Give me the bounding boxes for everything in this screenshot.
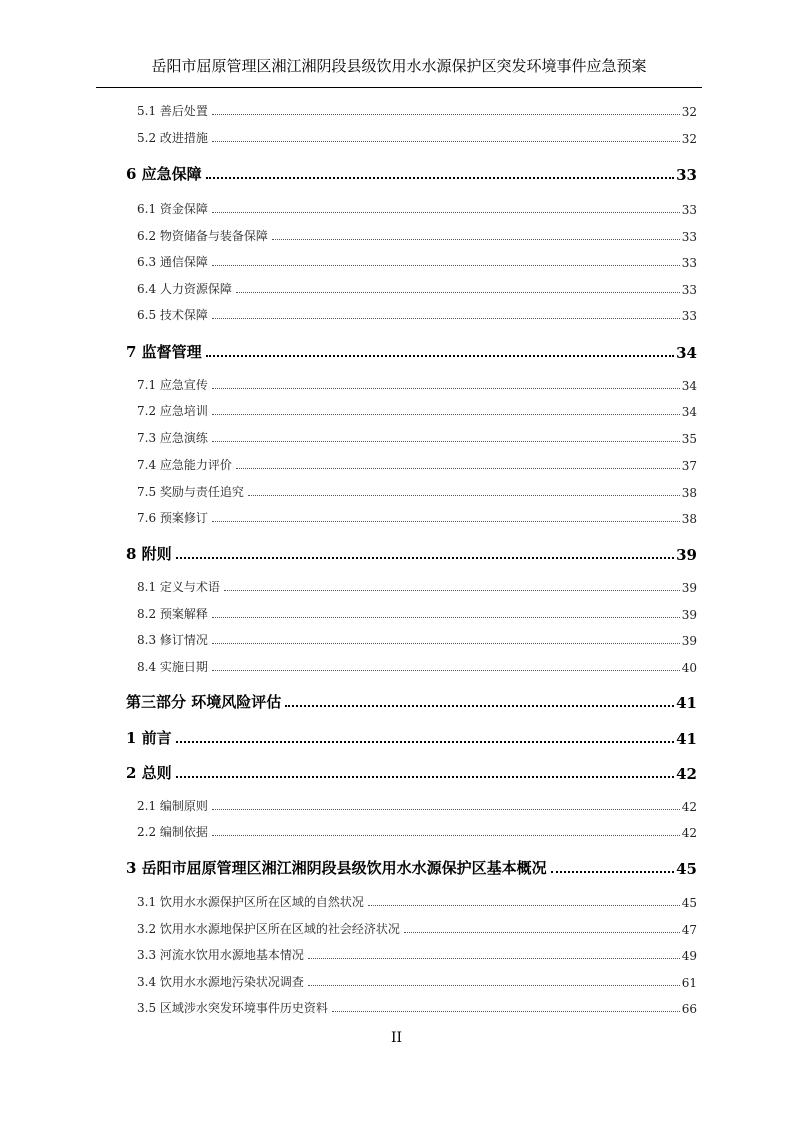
toc-entry-page: 34: [676, 344, 697, 362]
toc-entry-page: 32: [681, 132, 697, 146]
toc-entry-page: 39: [676, 546, 697, 564]
toc-dot-leader: [236, 288, 680, 293]
toc-chapter-entry[interactable]: [126, 726, 697, 748]
toc-entry-title: 2.1 编制原则: [137, 799, 208, 813]
toc-entry-title: 7 监督管理: [126, 343, 202, 361]
toc-dot-leader: [551, 867, 674, 873]
toc-entry-page: 32: [681, 105, 697, 119]
document-title: 岳阳市屈原管理区湘江湘阴段县级饮用水水源保护区突发环境事件应急预案: [151, 57, 647, 75]
toc-entry-title: 3.1 饮用水水源保护区所在区域的自然状况: [137, 895, 364, 909]
toc-dot-leader: [212, 831, 680, 836]
toc-entry-title: 7.1 应急宣传: [137, 378, 208, 392]
toc-chapter-entry[interactable]: [126, 542, 697, 564]
toc-chapter-entry[interactable]: [126, 690, 697, 712]
toc-entry-page: 37: [681, 459, 697, 473]
toc-entry-title: 8.4 实施日期: [137, 660, 208, 674]
toc-section-entry[interactable]: [137, 657, 697, 675]
toc-entry-title: 5.2 改进措施: [137, 131, 208, 145]
toc-section-entry[interactable]: [137, 972, 697, 990]
toc-section-entry[interactable]: [137, 428, 697, 446]
toc-entry-title: 8.2 预案解释: [137, 607, 208, 621]
toc-entry-title: 5.1 善后处置: [137, 104, 208, 118]
toc-entry-page: 34: [681, 379, 697, 393]
toc-section-entry[interactable]: [137, 998, 697, 1016]
toc-entry-page: 39: [681, 634, 697, 648]
toc-entry-page: 33: [681, 230, 697, 244]
toc-entry-page: 66: [681, 1002, 697, 1016]
toc-dot-leader: [206, 351, 674, 357]
toc-dot-leader: [176, 772, 674, 778]
toc-entry-title: 第三部分 环境风险评估: [126, 693, 282, 711]
toc-dot-leader: [212, 384, 680, 389]
toc-section-entry[interactable]: [137, 305, 697, 323]
toc-entry-title: 6.4 人力资源保障: [137, 282, 232, 296]
toc-entry-page: 42: [676, 765, 697, 783]
toc-section-entry[interactable]: [137, 199, 697, 217]
page-number: II: [390, 1030, 403, 1046]
toc-entry-page: 38: [681, 512, 697, 526]
toc-entry-page: 33: [681, 283, 697, 297]
toc-entry-page: 45: [676, 860, 697, 878]
toc-section-entry[interactable]: [137, 226, 697, 244]
toc-section-entry[interactable]: [137, 455, 697, 473]
toc-entry-page: 39: [681, 581, 697, 595]
toc-section-entry[interactable]: [137, 128, 697, 146]
toc-section-entry[interactable]: [137, 822, 697, 840]
toc-dot-leader: [212, 110, 680, 115]
toc-entry-page: 39: [681, 608, 697, 622]
toc-entry-title: 6.3 通信保障: [137, 255, 208, 269]
toc-entry-title: 8.1 定义与术语: [137, 580, 220, 594]
toc-dot-leader: [248, 491, 680, 496]
toc-dot-leader: [368, 901, 680, 906]
toc-dot-leader: [212, 639, 680, 644]
toc-dot-leader: [176, 553, 674, 559]
toc-dot-leader: [308, 981, 680, 986]
toc-entry-page: 33: [681, 203, 697, 217]
toc-entry-page: 38: [681, 486, 697, 500]
toc-dot-leader: [404, 928, 680, 933]
toc-entry-title: 8.3 修订情况: [137, 633, 208, 647]
toc-entry-page: 40: [681, 661, 697, 675]
toc-dot-leader: [212, 666, 680, 671]
toc-entry-page: 41: [676, 730, 697, 748]
toc-dot-leader: [212, 208, 680, 213]
toc-chapter-entry[interactable]: [126, 856, 697, 878]
toc-entry-page: 33: [681, 309, 697, 323]
toc-entry-title: 6.1 资金保障: [137, 202, 208, 216]
toc-dot-leader: [212, 437, 680, 442]
toc-dot-leader: [332, 1007, 680, 1012]
toc-dot-leader: [212, 314, 680, 319]
toc-section-entry[interactable]: [137, 252, 697, 270]
toc-dot-leader: [224, 586, 680, 591]
toc-entry-title: 2 总则: [126, 764, 172, 782]
toc-entry-page: 35: [681, 432, 697, 446]
toc-entry-title: 7.3 应急演练: [137, 431, 208, 445]
toc-chapter-entry[interactable]: [126, 761, 697, 783]
toc-entry-title: 6.2 物资储备与装备保障: [137, 229, 268, 243]
toc-entry-page: 45: [681, 896, 697, 910]
toc-entry-page: 33: [676, 166, 697, 184]
toc-dot-leader: [212, 410, 680, 415]
toc-section-entry[interactable]: [137, 577, 697, 595]
toc-section-entry[interactable]: [137, 604, 697, 622]
toc-entry-title: 7.5 奖励与责任追究: [137, 485, 244, 499]
toc-entry-title: 3.2 饮用水水源地保护区所在区域的社会经济状况: [137, 922, 400, 936]
toc-section-entry[interactable]: [137, 375, 697, 393]
toc-entry-title: 2.2 编制依据: [137, 825, 208, 839]
toc-entry-title: 7.6 预案修订: [137, 511, 208, 525]
toc-entry-title: 3.3 河流水饮用水源地基本情况: [137, 948, 304, 962]
toc-entry-title: 3.5 区域涉水突发环境事件历史资料: [137, 1001, 328, 1015]
toc-entry-title: 6.5 技术保障: [137, 308, 208, 322]
toc-entry-page: 34: [681, 405, 697, 419]
toc-entry-page: 33: [681, 256, 697, 270]
toc-section-entry[interactable]: [137, 796, 697, 814]
toc-dot-leader: [285, 701, 674, 707]
toc-dot-leader: [212, 517, 680, 522]
toc-entry-title: 7.4 应急能力评价: [137, 458, 232, 472]
toc-entry-title: 7.2 应急培训: [137, 404, 208, 418]
toc-entry-title: 8 附则: [126, 545, 172, 563]
toc-section-entry[interactable]: [137, 508, 697, 526]
toc-dot-leader: [236, 464, 680, 469]
toc-entry-title: 3.4 饮用水水源地污染状况调查: [137, 975, 304, 989]
toc-entry-page: 47: [681, 923, 697, 937]
toc-section-entry[interactable]: [137, 945, 697, 963]
toc-section-entry[interactable]: [137, 101, 697, 119]
toc-section-entry[interactable]: [137, 919, 697, 937]
toc-entry-title: 3 岳阳市屈原管理区湘江湘阴段县级饮用水水源保护区基本概况: [126, 859, 547, 877]
toc-dot-leader: [206, 173, 674, 179]
toc-dot-leader: [308, 954, 680, 959]
toc-entry-page: 49: [681, 949, 697, 963]
toc-section-entry[interactable]: [137, 482, 697, 500]
toc-entry-page: 42: [681, 800, 697, 814]
toc-chapter-entry[interactable]: [126, 340, 697, 362]
toc-section-entry[interactable]: [137, 279, 697, 297]
toc-section-entry[interactable]: [137, 401, 697, 419]
toc-section-entry[interactable]: [137, 630, 697, 648]
toc-dot-leader: [272, 235, 680, 240]
toc-entry-page: 42: [681, 826, 697, 840]
toc-dot-leader: [212, 137, 680, 142]
toc-entry-title: 1 前言: [126, 729, 172, 747]
toc-entry-title: 6 应急保障: [126, 165, 202, 183]
toc-entry-page: 41: [676, 694, 697, 712]
toc-section-entry[interactable]: [137, 892, 697, 910]
toc-dot-leader: [212, 613, 680, 618]
toc-entry-page: 61: [681, 976, 697, 990]
toc-chapter-entry[interactable]: [126, 162, 697, 184]
toc-dot-leader: [212, 261, 680, 266]
toc-dot-leader: [212, 805, 680, 810]
toc-dot-leader: [176, 737, 674, 743]
